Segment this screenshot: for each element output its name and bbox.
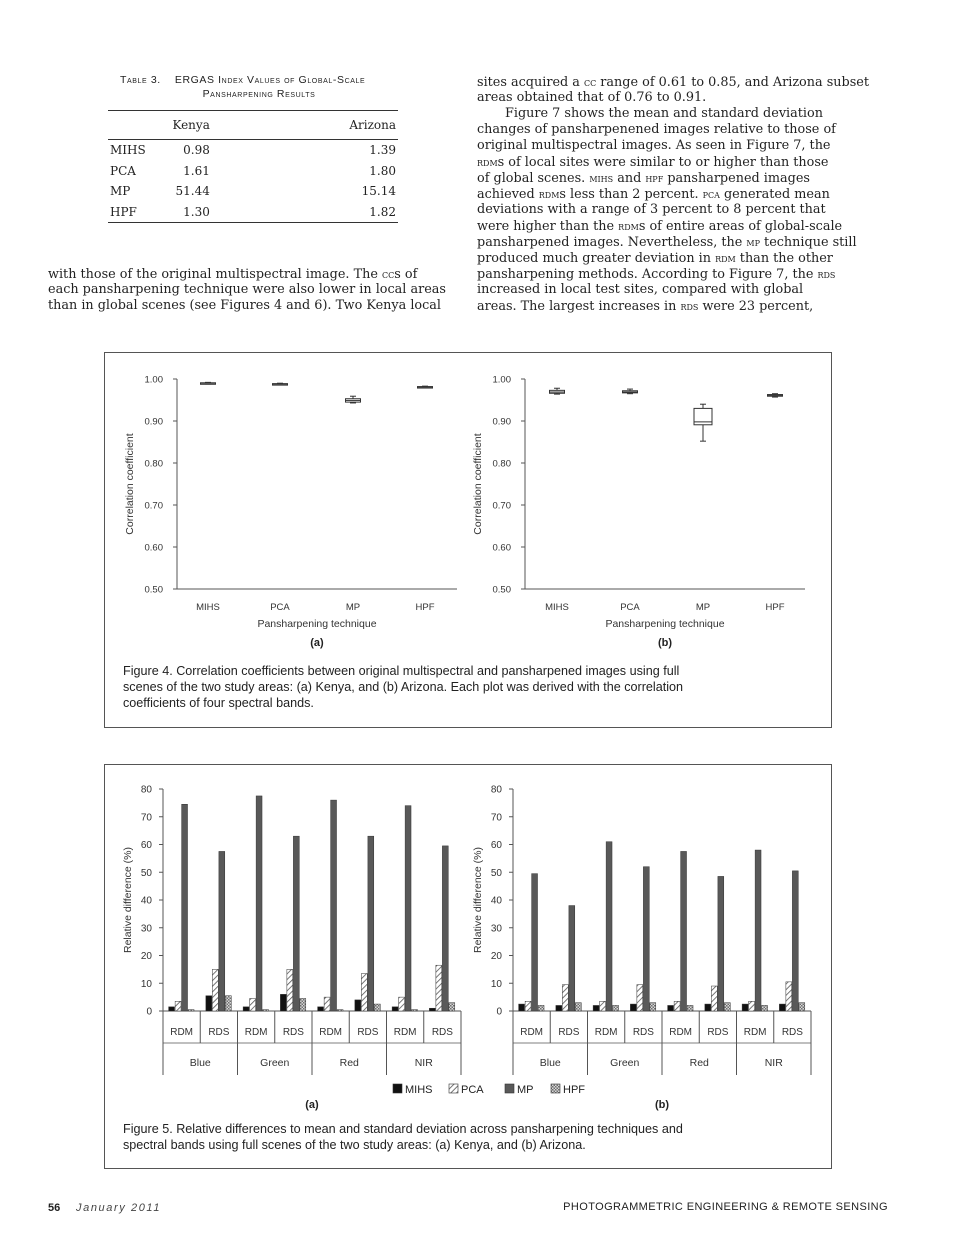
abbreviation: rds bbox=[817, 267, 836, 281]
bar-pca bbox=[749, 1001, 755, 1011]
y-tick-label: 70 bbox=[140, 812, 152, 824]
value-cell: 1.30 bbox=[183, 204, 210, 219]
bar-mihs bbox=[742, 1004, 748, 1011]
y-tick-label: 40 bbox=[140, 895, 152, 907]
x-tick-label: PCA bbox=[270, 602, 290, 613]
bar-mp bbox=[182, 804, 188, 1011]
bar-pca bbox=[436, 965, 442, 1011]
y-tick-label: 50 bbox=[490, 867, 502, 879]
group-label: Green bbox=[610, 1057, 640, 1069]
text-segment: areas obtained that of 0.76 to 0.91. bbox=[477, 90, 707, 105]
text-line bbox=[477, 218, 889, 234]
text-segment: each pansharpening technique were also lower in local areas bbox=[48, 282, 446, 297]
bar-pca bbox=[600, 1001, 606, 1011]
row-label-cell: MIHS bbox=[110, 143, 146, 158]
figure-5-chart bbox=[105, 765, 831, 1168]
bar-pca bbox=[674, 1001, 680, 1011]
text-segment: deviations with a range of 3 percent to 8 percent that bbox=[477, 202, 826, 217]
bar-mihs bbox=[779, 1004, 785, 1011]
table-header-cell: Kenya bbox=[172, 118, 210, 132]
x-tick-label: MIHS bbox=[196, 602, 220, 613]
text-segment: s of bbox=[394, 267, 418, 282]
bar-mp bbox=[643, 867, 649, 1011]
text-segment: increased in local test sites, compared with global bbox=[477, 282, 804, 297]
abbreviation: cc bbox=[382, 267, 395, 281]
bar-mp bbox=[331, 800, 337, 1011]
left-text-column bbox=[48, 266, 460, 314]
figure-4-caption bbox=[123, 663, 813, 711]
text-segment: generated mean bbox=[719, 187, 830, 202]
y-tick-label: 40 bbox=[490, 895, 502, 907]
text-line bbox=[477, 266, 889, 282]
x-tick-label: RDS bbox=[632, 1027, 654, 1038]
abbreviation: rdm bbox=[538, 187, 560, 201]
legend-label: HPF bbox=[563, 1084, 585, 1096]
text-line bbox=[48, 266, 460, 282]
y-axis-label: Correlation coefficient bbox=[124, 433, 136, 535]
bar-mp bbox=[368, 836, 374, 1011]
bar-pca bbox=[562, 985, 568, 1011]
group-label: Green bbox=[260, 1057, 290, 1069]
bar-hpf bbox=[300, 999, 306, 1011]
table-3-title: ERGAS Index Values of Global-Scale bbox=[174, 74, 366, 86]
text-segment: pansharpened images bbox=[663, 171, 810, 186]
text-line bbox=[477, 122, 889, 138]
x-tick-label: RDM bbox=[170, 1027, 194, 1038]
x-tick-label: RDM bbox=[520, 1027, 544, 1038]
x-tick-label: PCA bbox=[620, 602, 640, 613]
table-3-label: Table 3. bbox=[120, 74, 161, 86]
caption-line: coefficients of four spectral bands. bbox=[123, 696, 314, 710]
y-tick-label: 30 bbox=[490, 923, 502, 935]
y-tick-label: 20 bbox=[490, 951, 502, 962]
value-cell: 51.44 bbox=[175, 184, 210, 199]
bar-mihs bbox=[519, 1004, 525, 1011]
table-header-row bbox=[108, 111, 398, 140]
bar-hpf bbox=[799, 1003, 805, 1011]
text-segment: s of local sites were similar to or higher than those bbox=[497, 155, 829, 170]
legend bbox=[393, 1084, 585, 1096]
x-tick-label: HPF bbox=[415, 602, 435, 613]
bar-hpf bbox=[538, 1005, 544, 1011]
x-axis-label: Pansharpening technique bbox=[257, 618, 377, 630]
bar-hpf bbox=[225, 996, 231, 1011]
y-tick-label: 0.90 bbox=[492, 416, 511, 428]
value-cell: 1.39 bbox=[369, 143, 396, 158]
y-tick-label: 0 bbox=[496, 1006, 502, 1018]
figure-5-caption bbox=[123, 1121, 813, 1153]
table-row bbox=[108, 161, 398, 182]
bar-mp bbox=[755, 850, 761, 1011]
value-cell: 0.98 bbox=[183, 143, 210, 158]
y-axis-label: Relative difference (%) bbox=[472, 846, 484, 954]
bar-mp bbox=[681, 851, 687, 1011]
text-segment: pansharpening methods. According to Figure 7, the bbox=[477, 267, 818, 282]
x-tick-label: HPF bbox=[765, 602, 785, 613]
bar-pca bbox=[324, 997, 330, 1011]
x-axis-label: Pansharpening technique bbox=[605, 618, 725, 630]
text-segment: achieved bbox=[477, 187, 539, 202]
bar-pca bbox=[250, 999, 256, 1011]
text-line bbox=[477, 186, 889, 202]
y-tick-label: 1.00 bbox=[492, 374, 511, 386]
abbreviation: pca bbox=[702, 187, 720, 201]
abbreviation: hpf bbox=[645, 171, 664, 185]
barchart-panel bbox=[122, 785, 461, 1112]
group-label: Blue bbox=[189, 1057, 211, 1069]
y-tick-label: 0.70 bbox=[492, 500, 511, 512]
group-label: Blue bbox=[539, 1057, 561, 1069]
x-tick-label: RDS bbox=[282, 1027, 304, 1038]
y-tick-label: 50 bbox=[140, 867, 152, 879]
legend-swatch-hpf bbox=[551, 1084, 560, 1093]
bar-mp bbox=[606, 842, 612, 1011]
bar-mp bbox=[405, 806, 411, 1011]
table-row bbox=[108, 202, 398, 223]
text-segment: than the other bbox=[735, 251, 833, 266]
y-tick-label: 20 bbox=[140, 951, 152, 962]
text-segment: range of 0.61 to 0.85, and Arizona subset bbox=[596, 75, 869, 90]
y-tick-label: 60 bbox=[140, 840, 152, 851]
table-header-cell: Arizona bbox=[349, 118, 396, 132]
text-line bbox=[477, 282, 889, 298]
text-segment: technique still bbox=[759, 235, 857, 250]
page-number: 56 bbox=[48, 1202, 61, 1214]
x-tick-label: RDM bbox=[669, 1027, 693, 1038]
bar-mihs bbox=[429, 1008, 435, 1011]
caption-line: Figure 5. Relative differences to mean and standard deviation across pansharpening techniques and bbox=[123, 1122, 683, 1136]
bar-hpf bbox=[337, 1010, 343, 1011]
bar-mihs bbox=[355, 1000, 361, 1011]
y-tick-label: 0 bbox=[146, 1006, 152, 1018]
bar-mihs bbox=[318, 1007, 324, 1011]
row-label-cell: MP bbox=[110, 184, 131, 199]
bar-mp bbox=[532, 874, 538, 1011]
x-tick-label: RDS bbox=[431, 1027, 453, 1038]
value-cell: 1.61 bbox=[183, 163, 210, 178]
y-tick-label: 0.70 bbox=[144, 500, 163, 512]
journal-name: PHOTOGRAMMETRIC ENGINEERING & REMOTE SENSING bbox=[563, 1201, 888, 1213]
bar-pca bbox=[175, 1001, 181, 1011]
text-line bbox=[477, 234, 889, 250]
bar-mihs bbox=[392, 1007, 398, 1011]
y-tick-label: 0.60 bbox=[492, 542, 511, 554]
bar-mihs bbox=[206, 996, 212, 1011]
table-header-cell bbox=[108, 111, 152, 140]
text-segment: were 23 percent, bbox=[698, 299, 814, 314]
x-tick-label: RDS bbox=[707, 1027, 729, 1038]
y-tick-label: 0.50 bbox=[492, 584, 511, 596]
row-label-cell: PCA bbox=[110, 163, 136, 178]
bar-hpf bbox=[762, 1005, 768, 1011]
y-axis-label: Relative difference (%) bbox=[122, 846, 134, 954]
text-segment: Figure 7 shows the mean and standard deviation bbox=[505, 106, 823, 121]
bar-mp bbox=[219, 851, 225, 1011]
bar-hpf bbox=[613, 1005, 619, 1011]
bar-mihs bbox=[169, 1007, 175, 1011]
bar-pca bbox=[525, 1001, 531, 1011]
bar-mihs bbox=[280, 994, 286, 1011]
x-tick-label: RDM bbox=[594, 1027, 618, 1038]
table-3-title-line-2: Pansharpening Results bbox=[202, 88, 316, 100]
abbreviation: rdm bbox=[715, 251, 736, 265]
bar-mp bbox=[293, 836, 299, 1011]
x-tick-label: RDM bbox=[319, 1027, 343, 1038]
group-label: Red bbox=[339, 1057, 359, 1069]
bar-mihs bbox=[668, 1005, 674, 1011]
y-tick-label: 0.90 bbox=[144, 416, 163, 428]
barchart-panel bbox=[472, 785, 811, 1112]
bar-hpf bbox=[575, 1003, 581, 1011]
legend-swatch-pca bbox=[449, 1084, 458, 1093]
ergas-table bbox=[108, 110, 398, 223]
text-line bbox=[477, 202, 889, 218]
bar-mihs bbox=[243, 1007, 249, 1011]
right-text-column bbox=[477, 74, 889, 314]
boxplot-panel bbox=[472, 375, 805, 650]
abbreviation: mihs bbox=[589, 171, 614, 185]
y-tick-label: 0.80 bbox=[492, 458, 511, 470]
y-tick-label: 30 bbox=[140, 923, 152, 935]
text-line bbox=[477, 154, 889, 170]
table-3 bbox=[108, 74, 398, 223]
table-row bbox=[108, 181, 398, 202]
text-line bbox=[477, 138, 889, 154]
panel-label: (a) bbox=[305, 1099, 319, 1111]
caption-line: Figure 4. Correlation coefficients between original multispectral and pansharpened images using full bbox=[123, 664, 680, 678]
text-line bbox=[477, 90, 889, 106]
group-label: NIR bbox=[414, 1057, 433, 1069]
group-label: NIR bbox=[764, 1057, 783, 1069]
abbreviation: rdm bbox=[618, 219, 639, 233]
bar-hpf bbox=[263, 1010, 269, 1011]
abbreviation: rds bbox=[680, 299, 699, 313]
bar-hpf bbox=[724, 1003, 730, 1011]
legend-swatch-mp bbox=[505, 1084, 514, 1093]
abbreviation: cc bbox=[583, 75, 597, 89]
table-row bbox=[108, 140, 398, 161]
y-tick-label: 10 bbox=[490, 978, 502, 990]
bar-mp bbox=[718, 876, 724, 1011]
abbreviation: mp bbox=[746, 235, 760, 249]
text-line bbox=[477, 250, 889, 266]
text-segment: sites acquired a bbox=[477, 75, 584, 90]
panel-label: (b) bbox=[654, 1099, 670, 1111]
text-line bbox=[477, 170, 889, 186]
x-tick-label: RDS bbox=[781, 1027, 803, 1038]
legend-label: MP bbox=[517, 1084, 534, 1096]
bar-mihs bbox=[705, 1004, 711, 1011]
x-tick-label: RDM bbox=[743, 1027, 767, 1038]
text-segment: produced much greater deviation in bbox=[477, 251, 716, 266]
x-tick-label: RDS bbox=[357, 1027, 379, 1038]
x-tick-label: MIHS bbox=[545, 602, 569, 613]
panel-label: (b) bbox=[657, 637, 673, 649]
caption-line: scenes of the two study areas: (a) Kenya, and (b) Arizona. Each plot was derived with the correlation bbox=[123, 680, 684, 694]
legend-label: MIHS bbox=[405, 1084, 433, 1096]
bar-hpf bbox=[650, 1003, 656, 1011]
bar-pca bbox=[711, 986, 717, 1011]
legend-swatch-mihs bbox=[393, 1084, 402, 1093]
text-segment: areas. The largest increases in bbox=[477, 299, 681, 314]
bar-pca bbox=[287, 969, 293, 1011]
abbreviation: rdm bbox=[477, 155, 498, 169]
y-tick-label: 0.50 bbox=[144, 584, 163, 596]
figure-4 bbox=[104, 352, 832, 728]
y-tick-label: 70 bbox=[490, 812, 502, 824]
x-tick-label: MP bbox=[695, 602, 711, 613]
y-tick-label: 60 bbox=[490, 840, 502, 851]
value-cell: 1.82 bbox=[369, 204, 396, 219]
x-tick-label: RDS bbox=[208, 1027, 230, 1038]
bar-hpf bbox=[188, 1010, 194, 1011]
text-line bbox=[477, 106, 889, 122]
bar-pca bbox=[786, 982, 792, 1011]
figure-5 bbox=[104, 764, 832, 1169]
text-line bbox=[48, 282, 460, 298]
text-segment: original multispectral images. As seen in Figure 7, the bbox=[477, 138, 831, 153]
panel-label: (a) bbox=[310, 637, 324, 649]
y-tick-label: 80 bbox=[140, 784, 152, 796]
table-3-title-line-1 bbox=[108, 74, 398, 86]
bar-hpf bbox=[412, 1010, 418, 1011]
text-line bbox=[477, 74, 889, 90]
text-line bbox=[48, 298, 460, 314]
x-tick-label: RDM bbox=[244, 1027, 268, 1038]
bar-mihs bbox=[556, 1005, 562, 1011]
bar-mihs bbox=[593, 1005, 599, 1011]
bar-hpf bbox=[687, 1005, 693, 1011]
y-tick-label: 0.80 bbox=[144, 458, 163, 470]
bar-hpf bbox=[374, 1004, 380, 1011]
value-cell: 1.80 bbox=[369, 163, 396, 178]
y-tick-label: 10 bbox=[140, 978, 152, 990]
bar-pca bbox=[637, 985, 643, 1011]
text-segment: changes of pansharpenened images relative to those of bbox=[477, 122, 836, 137]
bar-mp bbox=[442, 846, 448, 1011]
caption-line: spectral bands using full scenes of the two study areas: (a) Kenya, and (b) Arizona. bbox=[123, 1138, 586, 1152]
y-tick-label: 80 bbox=[490, 784, 502, 796]
y-axis-label: Correlation coefficient bbox=[472, 433, 484, 535]
x-tick-label: MP bbox=[345, 602, 361, 613]
row-label-cell: HPF bbox=[110, 204, 137, 219]
bar-mp bbox=[569, 906, 575, 1011]
bar-mihs bbox=[630, 1004, 636, 1011]
y-tick-label: 1.00 bbox=[144, 374, 163, 386]
x-tick-label: RDS bbox=[558, 1027, 580, 1038]
bar-pca bbox=[212, 969, 218, 1011]
boxplot-panel bbox=[124, 375, 457, 650]
text-segment: of global scenes. bbox=[477, 171, 590, 186]
text-segment: pansharpened images. Nevertheless, the bbox=[477, 235, 747, 250]
bar-hpf bbox=[449, 1003, 455, 1011]
issue-date: January 2011 bbox=[76, 1202, 162, 1214]
value-cell: 15.14 bbox=[361, 184, 396, 199]
text-segment: s less than 2 percent. bbox=[559, 187, 703, 202]
text-segment: than in global scenes (see Figures 4 and 6). Two Kenya local bbox=[48, 298, 442, 313]
text-segment: and bbox=[613, 171, 646, 186]
legend-label: PCA bbox=[461, 1084, 484, 1096]
text-line bbox=[477, 298, 889, 314]
group-label: Red bbox=[689, 1057, 709, 1069]
text-segment: s of entire areas of global-scale bbox=[638, 219, 843, 234]
text-segment: were higher than the bbox=[477, 219, 619, 234]
bar-pca bbox=[361, 974, 367, 1011]
text-segment: with those of the original multispectral image. The bbox=[48, 267, 382, 282]
y-tick-label: 0.60 bbox=[144, 542, 163, 554]
x-tick-label: RDM bbox=[393, 1027, 417, 1038]
bar-pca bbox=[399, 997, 405, 1011]
bar-mp bbox=[792, 871, 798, 1011]
bar-mp bbox=[256, 796, 262, 1011]
